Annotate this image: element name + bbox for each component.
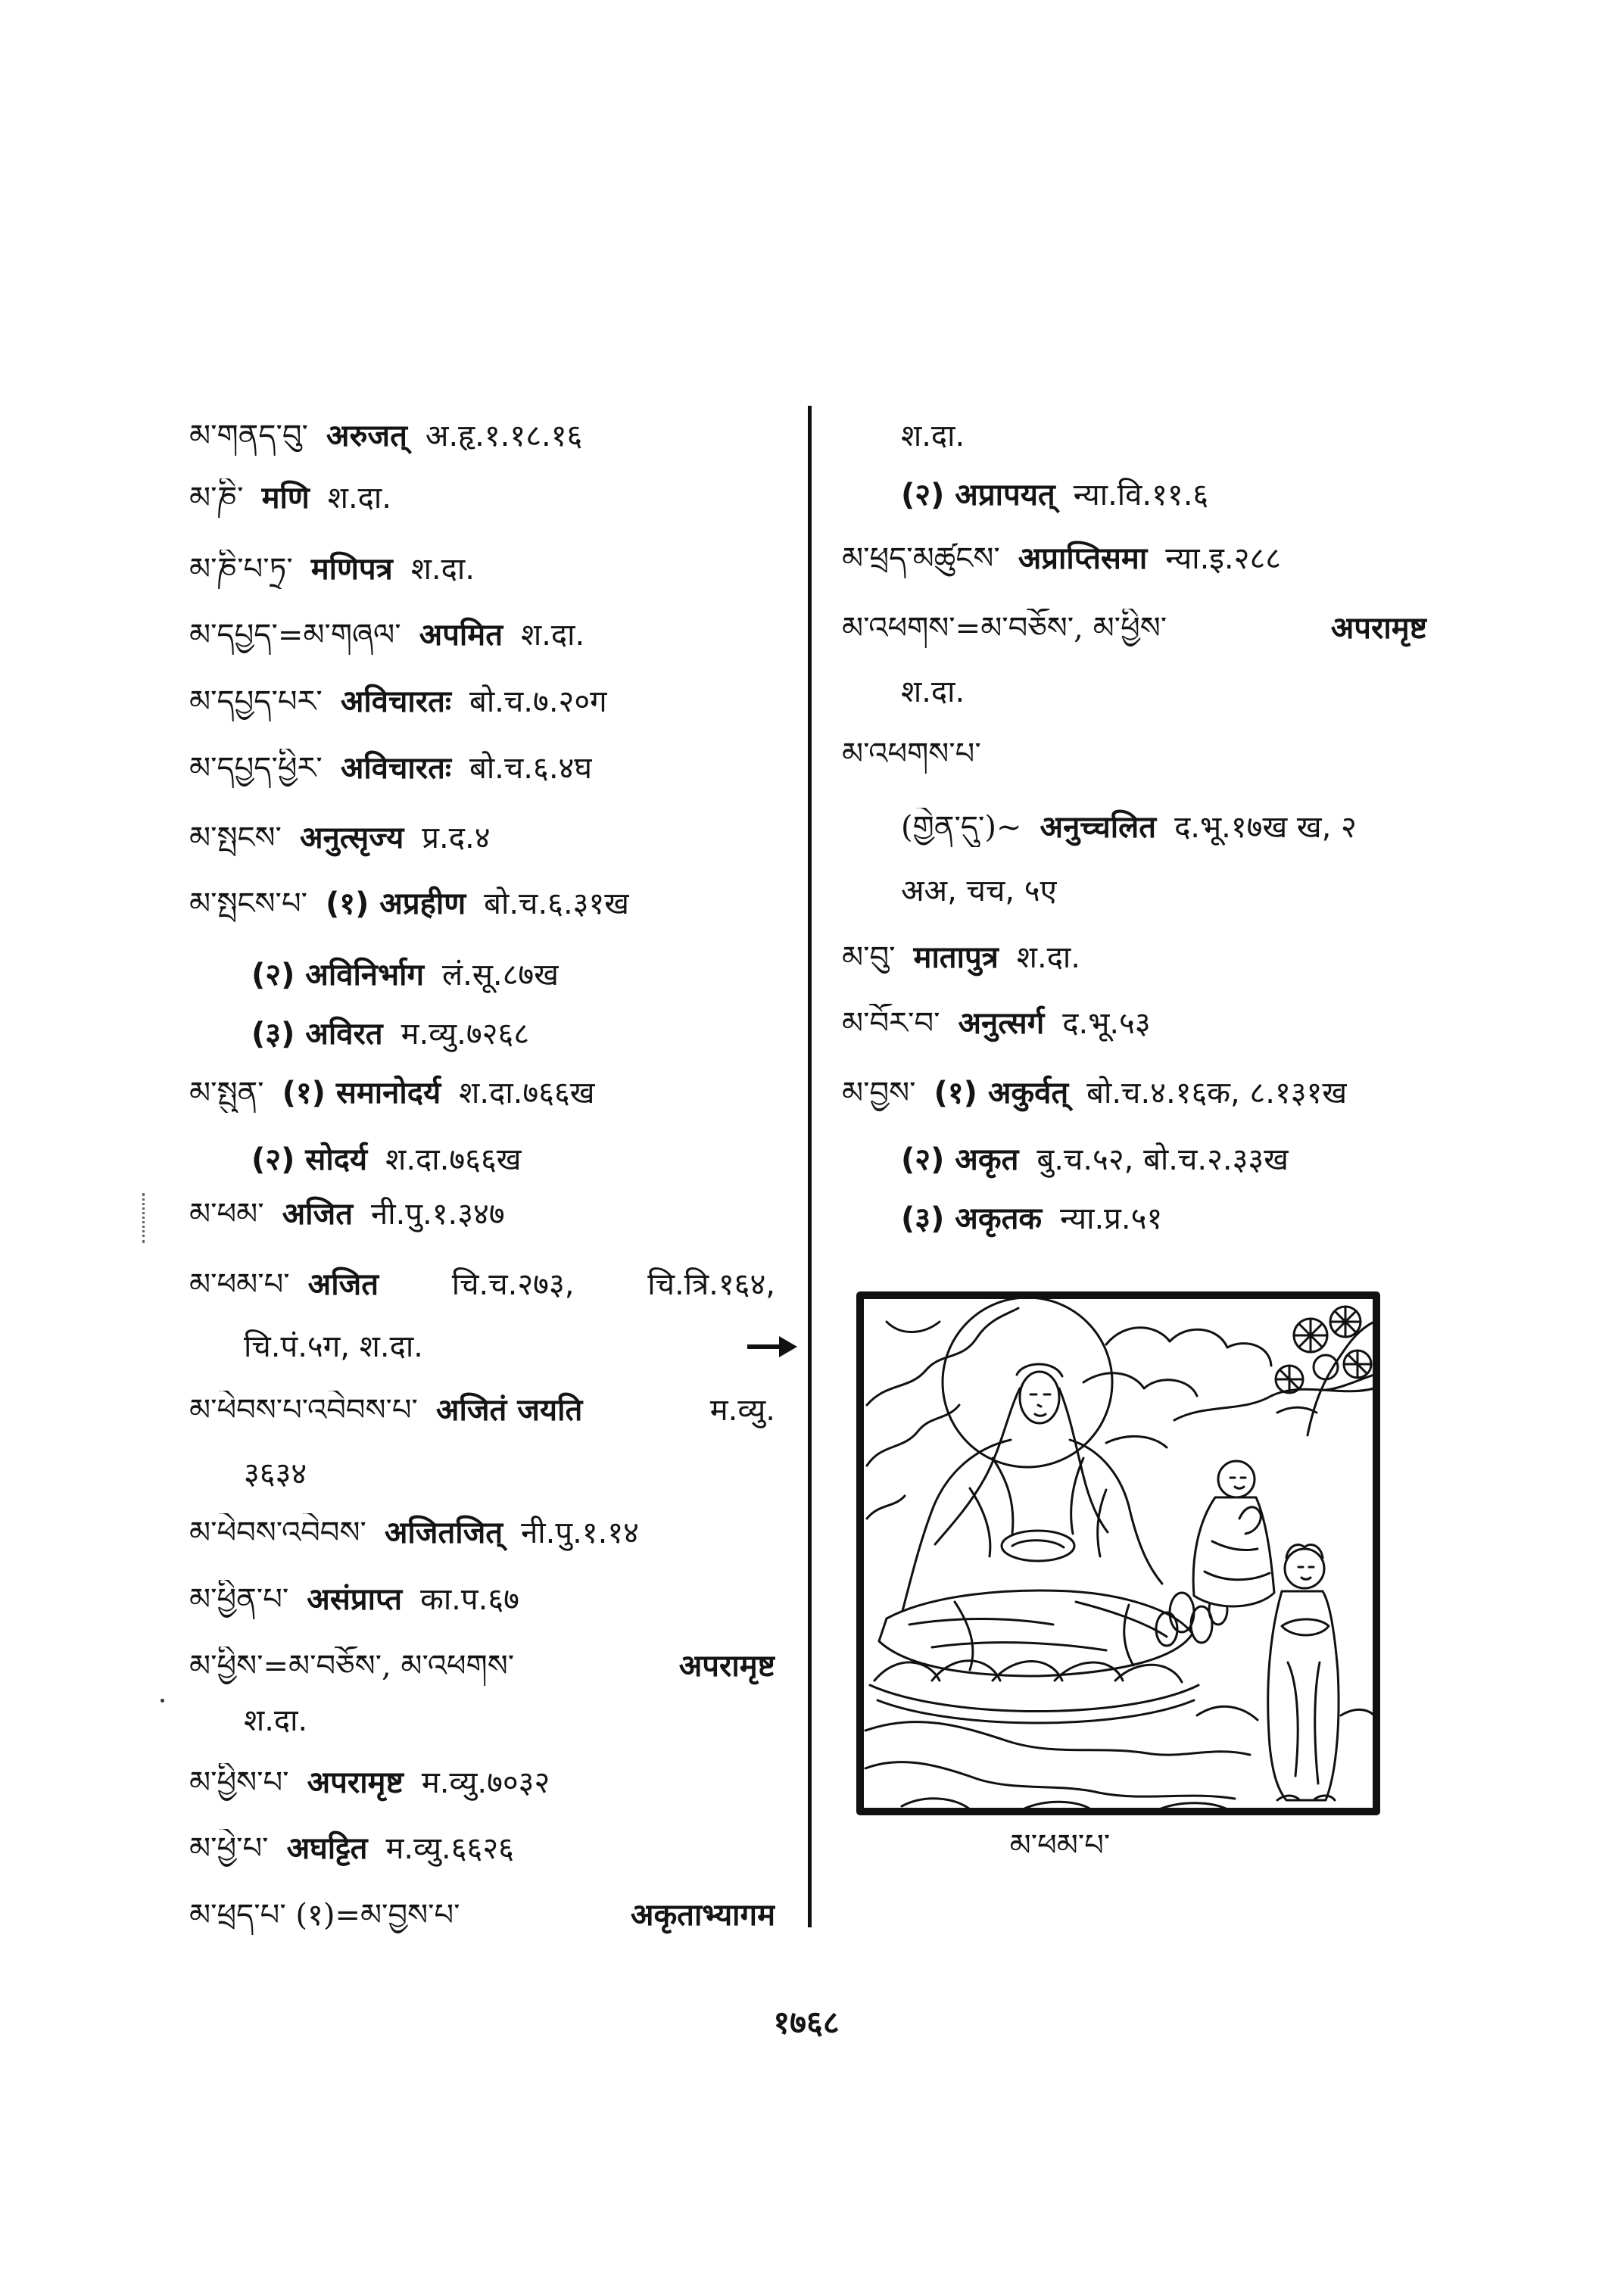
tibetan-headword: མ་གནད་བུ་ bbox=[189, 419, 308, 453]
source-reference: बो.च.६.३१ख bbox=[484, 886, 630, 921]
entry-line bbox=[189, 1195, 505, 1234]
source-reference: म.व्यु.६६२६ bbox=[385, 1831, 514, 1866]
sanskrit-equivalent: अपरामृष्ट bbox=[678, 1649, 775, 1684]
sanskrit-equivalent: मणिपत्र bbox=[310, 552, 393, 587]
source-reference: श.दा. bbox=[901, 675, 965, 709]
sanskrit-equivalent: अकृताभ्यागम bbox=[630, 1898, 775, 1933]
entry-line bbox=[189, 1763, 550, 1802]
entry-line bbox=[189, 615, 584, 655]
sub-entry-line bbox=[251, 1014, 529, 1054]
tibetan-headword: མ་འཕགས་=མ་བཅོས་, མ་ཕྱིས་ bbox=[842, 611, 1167, 646]
tibetan-headword: མ་ཕྱེ་པ་ bbox=[189, 1831, 269, 1866]
entry-line bbox=[189, 1513, 639, 1553]
headword-group bbox=[189, 1265, 379, 1304]
source-reference: श.दा. bbox=[244, 1703, 308, 1738]
source-reference: नी.पु.१.३४७ bbox=[371, 1197, 505, 1232]
source-reference: श.दा.७६६ख bbox=[459, 1076, 595, 1111]
source-reference: म.व्यु.७०३२ bbox=[421, 1765, 550, 1800]
source-reference: चि.पं.५ग, श.दा. bbox=[244, 1329, 423, 1364]
tibetan-headword: མ་འཕགས་པ་ bbox=[842, 737, 981, 771]
headword-group bbox=[189, 1391, 582, 1430]
entry-line bbox=[842, 1004, 1151, 1043]
page-number: १७६८ bbox=[773, 2004, 840, 2041]
source-reference: श.दा.७६६ख bbox=[385, 1142, 522, 1177]
entry-line bbox=[189, 1391, 775, 1430]
sanskrit-equivalent: अविचारतः bbox=[340, 684, 451, 719]
entry-line bbox=[189, 416, 582, 456]
sanskrit-equivalent: (२) अप्रापयत् bbox=[901, 478, 1055, 512]
illustration-woodcut bbox=[856, 1291, 1380, 1815]
sanskrit-equivalent: (२) अविनिर्भाग bbox=[251, 958, 425, 992]
source-reference: बो.च.६.४घ bbox=[469, 751, 592, 786]
column-divider bbox=[808, 406, 812, 1927]
tibetan-headword: མ་སྤུན་ bbox=[189, 1076, 264, 1111]
sanskrit-equivalent: अविचारतः bbox=[340, 751, 451, 786]
source-reference: न्या.वि.११.६ bbox=[1073, 478, 1209, 512]
continuation-line bbox=[244, 1454, 307, 1494]
source-reference: ३६३४ bbox=[244, 1456, 307, 1491]
sub-entry-line bbox=[901, 475, 1208, 515]
sanskrit-equivalent: अजितं जयति bbox=[435, 1393, 583, 1428]
sanskrit-equivalent: अपमित bbox=[419, 618, 503, 653]
source-reference: न्या.इ.२८८ bbox=[1165, 541, 1282, 576]
sanskrit-equivalent: अपरामृष्ट bbox=[307, 1765, 404, 1800]
entry-line bbox=[189, 818, 491, 858]
entry-line bbox=[189, 1580, 519, 1619]
entry-line bbox=[842, 609, 1427, 648]
source-reference: का.प.६७ bbox=[420, 1582, 519, 1617]
entry-line bbox=[189, 478, 391, 518]
source-reference: बु.च.५२, बो.च.२.३३ख bbox=[1036, 1142, 1289, 1177]
tibetan-headword: མ་ཎི་པ་ཏྲ་ bbox=[189, 552, 293, 587]
sanskrit-equivalent: अनुत्सर्ग bbox=[958, 1006, 1045, 1041]
sanskrit-equivalent: अपरामृष्ट bbox=[1330, 611, 1427, 646]
sanskrit-equivalent: मातापुत्र bbox=[913, 940, 999, 975]
source-reference: बो.च.७.२०ग bbox=[469, 684, 607, 719]
entry-line bbox=[189, 1647, 775, 1686]
tibetan-headword: མ་ཕམ་ bbox=[189, 1197, 264, 1232]
sanskrit-equivalent: मणि bbox=[261, 481, 310, 516]
sanskrit-equivalent: अजितजित् bbox=[384, 1516, 503, 1550]
source-reference: न्या.प्र.५१ bbox=[1060, 1201, 1163, 1236]
entry-line bbox=[842, 539, 1281, 578]
entry-line bbox=[189, 682, 607, 721]
sanskrit-equivalent: अरुजत् bbox=[326, 419, 407, 453]
tibetan-headword: མ་དཔྱད་ཕྱིར་ bbox=[189, 751, 323, 786]
sanskrit-equivalent: (३) अकृतक bbox=[901, 1201, 1043, 1236]
source-reference: म.व्यु. bbox=[709, 1393, 775, 1428]
sanskrit-equivalent: (२) अकृत bbox=[901, 1142, 1019, 1177]
continuation-line bbox=[901, 672, 965, 712]
sanskrit-equivalent: अजित bbox=[307, 1267, 379, 1302]
sub-entry-line bbox=[251, 1140, 522, 1179]
source-reference: श.दा. bbox=[1016, 940, 1081, 975]
continuation-line bbox=[244, 1701, 307, 1740]
sanskrit-equivalent: अजित bbox=[282, 1197, 354, 1232]
tibetan-headword: མ་ཕེབས་འབེབས་ bbox=[189, 1516, 366, 1550]
sanskrit-equivalent: (१) अप्रहीण bbox=[326, 886, 466, 921]
tibetan-headword: མ་དཔྱད་པར་ bbox=[189, 684, 323, 719]
entry-line bbox=[189, 1896, 775, 1935]
source-reference: अ.हृ.१.१८.१६ bbox=[425, 419, 583, 453]
source-reference: द.भू.५३ bbox=[1062, 1006, 1151, 1041]
source-reference: बो.च.४.१६क, ८.१३१ख bbox=[1086, 1076, 1348, 1111]
tibetan-headword: མ་དཔྱད་=མ་གཞལ་ bbox=[189, 618, 401, 653]
sub-entry-line bbox=[251, 955, 559, 995]
tibetan-headword: མ་ཕམ་པ་ bbox=[189, 1267, 290, 1302]
source-reference: नी.पु.१.१४ bbox=[521, 1516, 639, 1550]
tibetan-headword: མ་ཕྱིས་པ་ bbox=[189, 1765, 289, 1800]
tibetan-headword: མ་ཕེབས་པ་འབེབས་པ་ bbox=[189, 1393, 418, 1428]
sanskrit-equivalent: अनुत्सृज्य bbox=[299, 821, 404, 855]
sub-entry-line bbox=[901, 808, 1357, 847]
sub-entry-line bbox=[901, 1199, 1162, 1238]
tibetan-headword: མ་སྤངས་པ་ bbox=[189, 886, 307, 921]
sanskrit-equivalent: अनुच्चलित bbox=[1040, 810, 1157, 845]
tibetan-headword: མ་བོར་བ་ bbox=[842, 1006, 940, 1041]
sanskrit-equivalent: (३) अविरत bbox=[251, 1017, 383, 1051]
sanskrit-equivalent: असंप्राप्त bbox=[307, 1582, 403, 1617]
source-reference: प्र.द.४ bbox=[422, 821, 491, 855]
tibetan-headword: མ་ཕྲད་མཚུངས་ bbox=[842, 541, 1000, 576]
entry-line bbox=[842, 1073, 1347, 1113]
source-reference: अअ, चच, ५ए bbox=[901, 874, 1057, 908]
sub-entry-line bbox=[901, 1140, 1289, 1179]
source-reference: श.दा. bbox=[410, 552, 475, 587]
tibetan-headword: མ་ཕྲད་པ་ (१)=མ་བྱས་པ་ bbox=[189, 1898, 460, 1933]
illustration-caption: མ་ཕམ་པ་ bbox=[1009, 1828, 1111, 1863]
source-reference: श.दा. bbox=[327, 481, 391, 516]
source-reference: लं.सू.८७ख bbox=[442, 958, 559, 992]
margin-mark bbox=[142, 1193, 147, 1243]
entry-line bbox=[189, 749, 592, 788]
margin-dot bbox=[161, 1699, 164, 1703]
continuation-line bbox=[901, 416, 965, 456]
tibetan-headword: མ་ཕྱིན་པ་ bbox=[189, 1582, 289, 1617]
tibetan-headword: མ་སྤངས་ bbox=[189, 821, 282, 855]
entry-line bbox=[189, 1265, 775, 1304]
tibetan-headword: མ་ཎི་ bbox=[189, 481, 244, 516]
tibetan-phrase: (གྱེན་དུ་)~ bbox=[901, 810, 1022, 845]
source-reference: द.भू.१७ख ख, २ bbox=[1174, 810, 1357, 845]
sanskrit-equivalent: (१) अकुर्वत् bbox=[934, 1076, 1069, 1111]
sanskrit-equivalent: (२) सोदर्य bbox=[251, 1142, 368, 1177]
entry-line bbox=[842, 938, 1080, 977]
source-reference: चि.च.२७३, bbox=[451, 1267, 575, 1302]
entry-line bbox=[189, 1829, 514, 1868]
continuation-line bbox=[244, 1327, 423, 1366]
source-reference: चि.त्रि.१६४, bbox=[647, 1267, 775, 1302]
tibetan-headword: མ་བུ་ bbox=[842, 940, 896, 975]
sanskrit-equivalent: अघट्टित bbox=[286, 1831, 368, 1866]
entry-line bbox=[842, 734, 999, 774]
entry-line bbox=[189, 550, 475, 589]
arrow-right-icon bbox=[746, 1334, 799, 1360]
tibetan-headword: མ་བྱས་ bbox=[842, 1076, 916, 1111]
source-reference: श.दा. bbox=[901, 419, 965, 453]
entry-line bbox=[189, 1073, 595, 1113]
entry-line bbox=[189, 884, 629, 924]
sanskrit-equivalent: (१) समानोदर्य bbox=[282, 1076, 441, 1111]
source-reference: श.दा. bbox=[521, 618, 585, 653]
tibetan-headword: མ་ཕྱིས་=མ་བཅོས་, མ་འཕགས་ bbox=[189, 1649, 515, 1684]
continuation-line bbox=[901, 871, 1057, 911]
sanskrit-equivalent: अप्राप्तिसमा bbox=[1018, 541, 1148, 576]
source-reference: म.व्यु.७२६८ bbox=[401, 1017, 530, 1051]
